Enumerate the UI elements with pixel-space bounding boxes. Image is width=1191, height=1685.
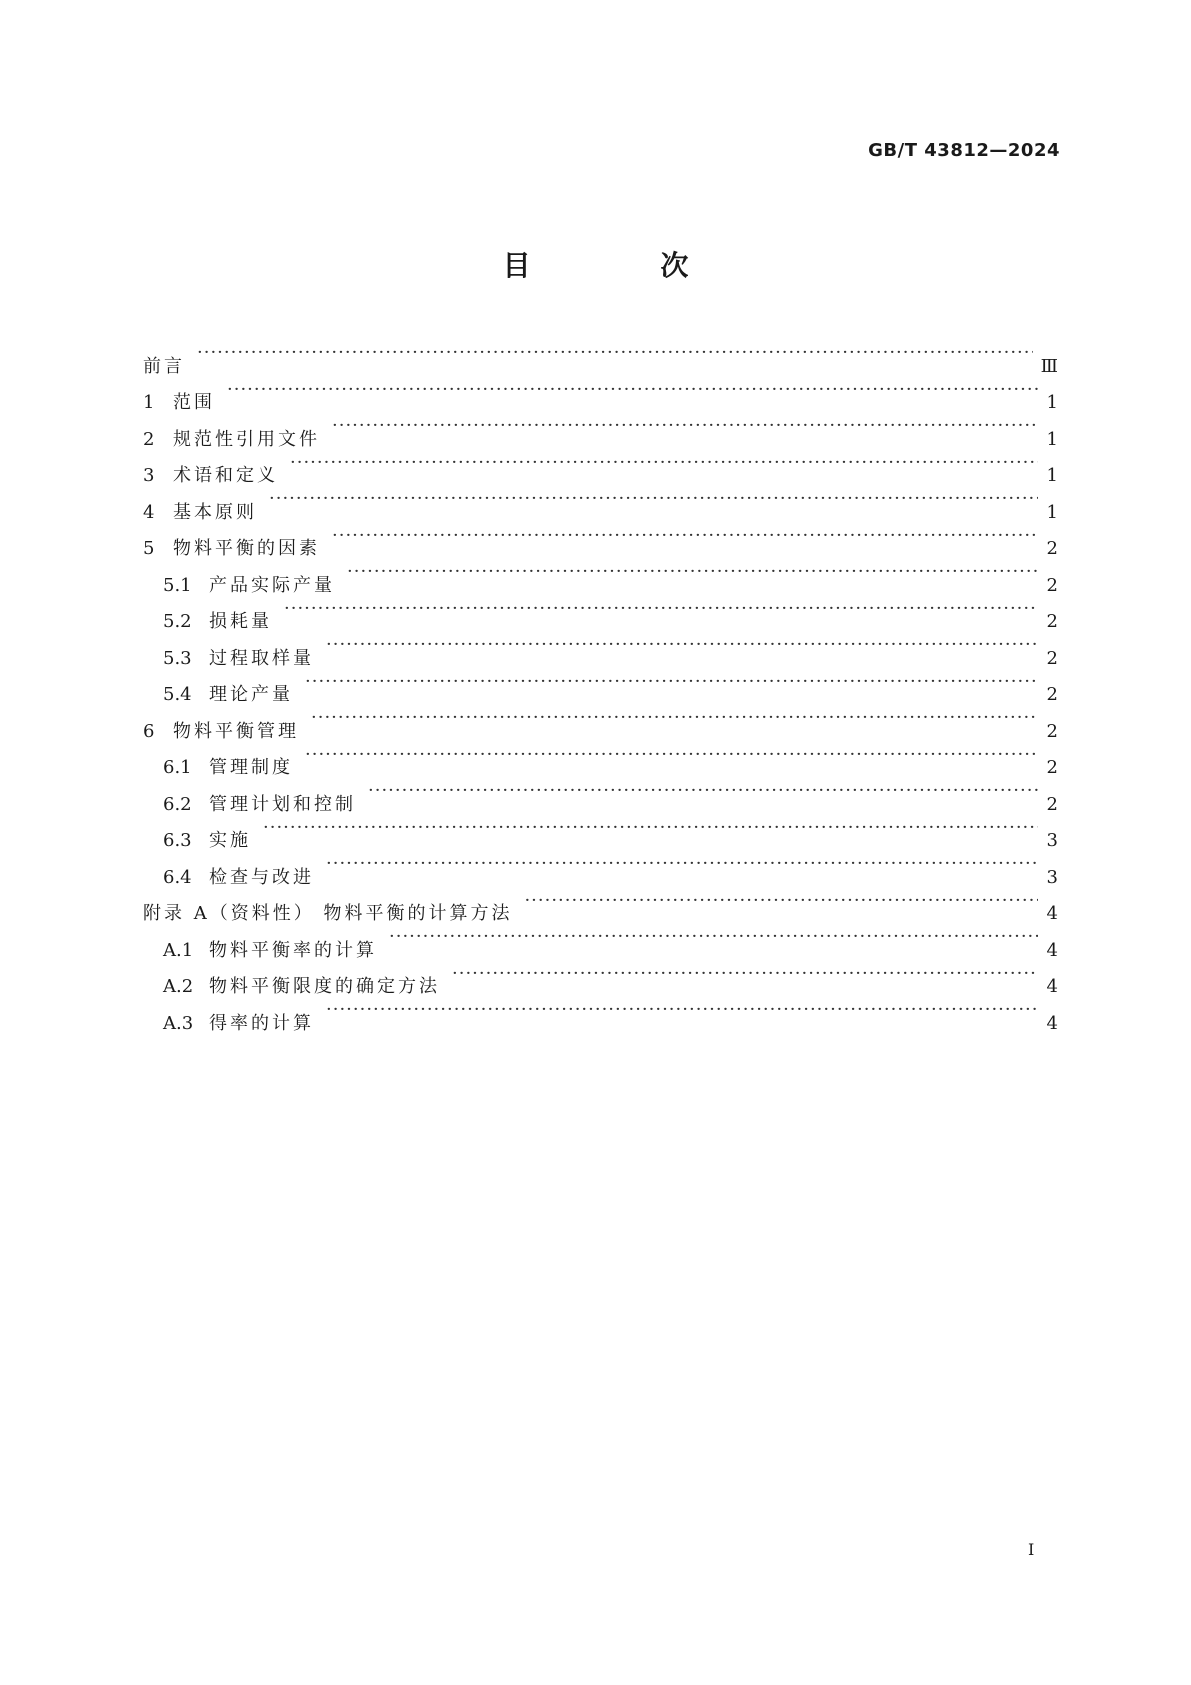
dot-leader	[347, 554, 1038, 591]
dot-leader	[326, 846, 1038, 883]
toc-entry-page: 2	[1046, 574, 1058, 596]
toc-entry-number: 6	[143, 720, 155, 742]
toc-entry-label: 前言	[143, 355, 185, 377]
toc-entry-number: 5.3	[163, 647, 192, 669]
dot-leader	[452, 956, 1038, 993]
dot-leader	[326, 992, 1038, 1029]
toc-entry-number: 6.3	[163, 830, 192, 851]
dot-leader	[332, 518, 1038, 555]
toc-entry-label: 附录 A（资料性） 物料平衡的计算方法	[143, 903, 513, 924]
toc-entry-label: 范围	[173, 392, 215, 413]
toc-entry-number: 5.2	[163, 611, 192, 632]
toc-entry-number: 3	[143, 465, 155, 486]
dot-leader	[305, 737, 1038, 774]
toc-entry-page: 1	[1046, 465, 1058, 486]
toc-entry-number: 6.2	[163, 793, 192, 815]
dot-leader	[311, 700, 1038, 737]
page-title: 目 次	[502, 249, 749, 282]
toc-entry-number: 6.1	[163, 757, 192, 778]
toc-entry-page: 1	[1046, 392, 1058, 413]
toc-entry-label: 理论产量	[209, 684, 293, 705]
toc-entry-page: 2	[1046, 684, 1058, 705]
toc-entry-label: 损耗量	[209, 611, 272, 632]
toc-entry-number: 5.1	[163, 574, 192, 596]
toc-entry-page: 4	[1046, 903, 1058, 924]
toc-entry-number: 5	[143, 538, 155, 559]
toc-entry-page: 2	[1046, 538, 1058, 559]
table-of-contents	[143, 335, 1058, 1034]
dot-leader	[269, 481, 1038, 518]
toc-entry-page: 2	[1046, 793, 1058, 815]
toc-entry-page: 3	[1046, 830, 1058, 851]
dot-leader	[305, 664, 1038, 701]
dot-leader	[284, 591, 1038, 628]
toc-entry-2[interactable]	[143, 408, 1058, 450]
dot-leader	[197, 335, 1033, 372]
toc-entry-label: 实施	[209, 830, 251, 851]
page-number: I	[1028, 1540, 1035, 1559]
toc-entry-5[interactable]	[143, 518, 1058, 559]
toc-entry-page: 2	[1046, 611, 1058, 632]
toc-entry-label: 物料平衡限度的确定方法	[209, 976, 440, 997]
toc-entry-number: 6.4	[163, 866, 192, 888]
toc-entry-label: 产品实际产量	[209, 574, 335, 596]
toc-entry-label: 基本原则	[173, 501, 257, 523]
toc-entry-number: A.2	[163, 976, 194, 997]
toc-entry-page: Ⅲ	[1040, 355, 1058, 377]
toc-entry-label: 过程取样量	[209, 647, 314, 669]
toc-entry-4[interactable]	[143, 481, 1058, 523]
toc-entry-page: 4	[1046, 939, 1058, 961]
toc-entry-label: 管理制度	[209, 757, 293, 778]
dot-leader	[368, 773, 1038, 810]
toc-entry-page: 2	[1046, 757, 1058, 778]
dot-leader	[263, 810, 1038, 847]
dot-leader	[290, 445, 1038, 482]
toc-entry-page: 2	[1046, 647, 1058, 669]
toc-entry-page: 1	[1046, 501, 1058, 523]
toc-entry-number: A.3	[163, 1012, 194, 1034]
dot-leader	[326, 627, 1038, 664]
toc-entry-label: 得率的计算	[209, 1012, 314, 1034]
standard-code: GB/T 43812—2024	[868, 140, 1060, 161]
toc-entry-label: 管理计划和控制	[209, 793, 356, 815]
toc-entry-number: 5.4	[163, 684, 192, 705]
toc-entry-foreword[interactable]	[143, 335, 1058, 377]
toc-entry-label: 物料平衡的因素	[173, 538, 320, 559]
toc-entry-number: 1	[143, 392, 155, 413]
toc-entry-label: 规范性引用文件	[173, 428, 320, 450]
dot-leader	[389, 919, 1038, 956]
toc-entry-6-3[interactable]	[143, 810, 1058, 851]
toc-entry-page: 4	[1046, 976, 1058, 997]
dot-leader	[227, 372, 1038, 409]
toc-entry-number: 2	[143, 428, 155, 450]
toc-entry-label: 术语和定义	[173, 465, 278, 486]
toc-entry-6-4[interactable]	[143, 846, 1058, 888]
dot-leader	[524, 883, 1038, 920]
toc-entry-page: 3	[1046, 866, 1058, 888]
toc-entry-5-3[interactable]	[143, 627, 1058, 669]
toc-entry-label: 物料平衡管理	[173, 720, 299, 742]
toc-entry-page: 2	[1046, 720, 1058, 742]
toc-entry-number: A.1	[163, 939, 194, 961]
toc-entry-label: 检查与改进	[209, 866, 314, 888]
dot-leader	[332, 408, 1038, 445]
toc-entry-label: 物料平衡率的计算	[209, 939, 377, 961]
toc-entry-1[interactable]	[143, 372, 1058, 413]
toc-entry-page: 4	[1046, 1012, 1058, 1034]
toc-entry-page: 1	[1046, 428, 1058, 450]
toc-entry-number: 4	[143, 501, 155, 523]
